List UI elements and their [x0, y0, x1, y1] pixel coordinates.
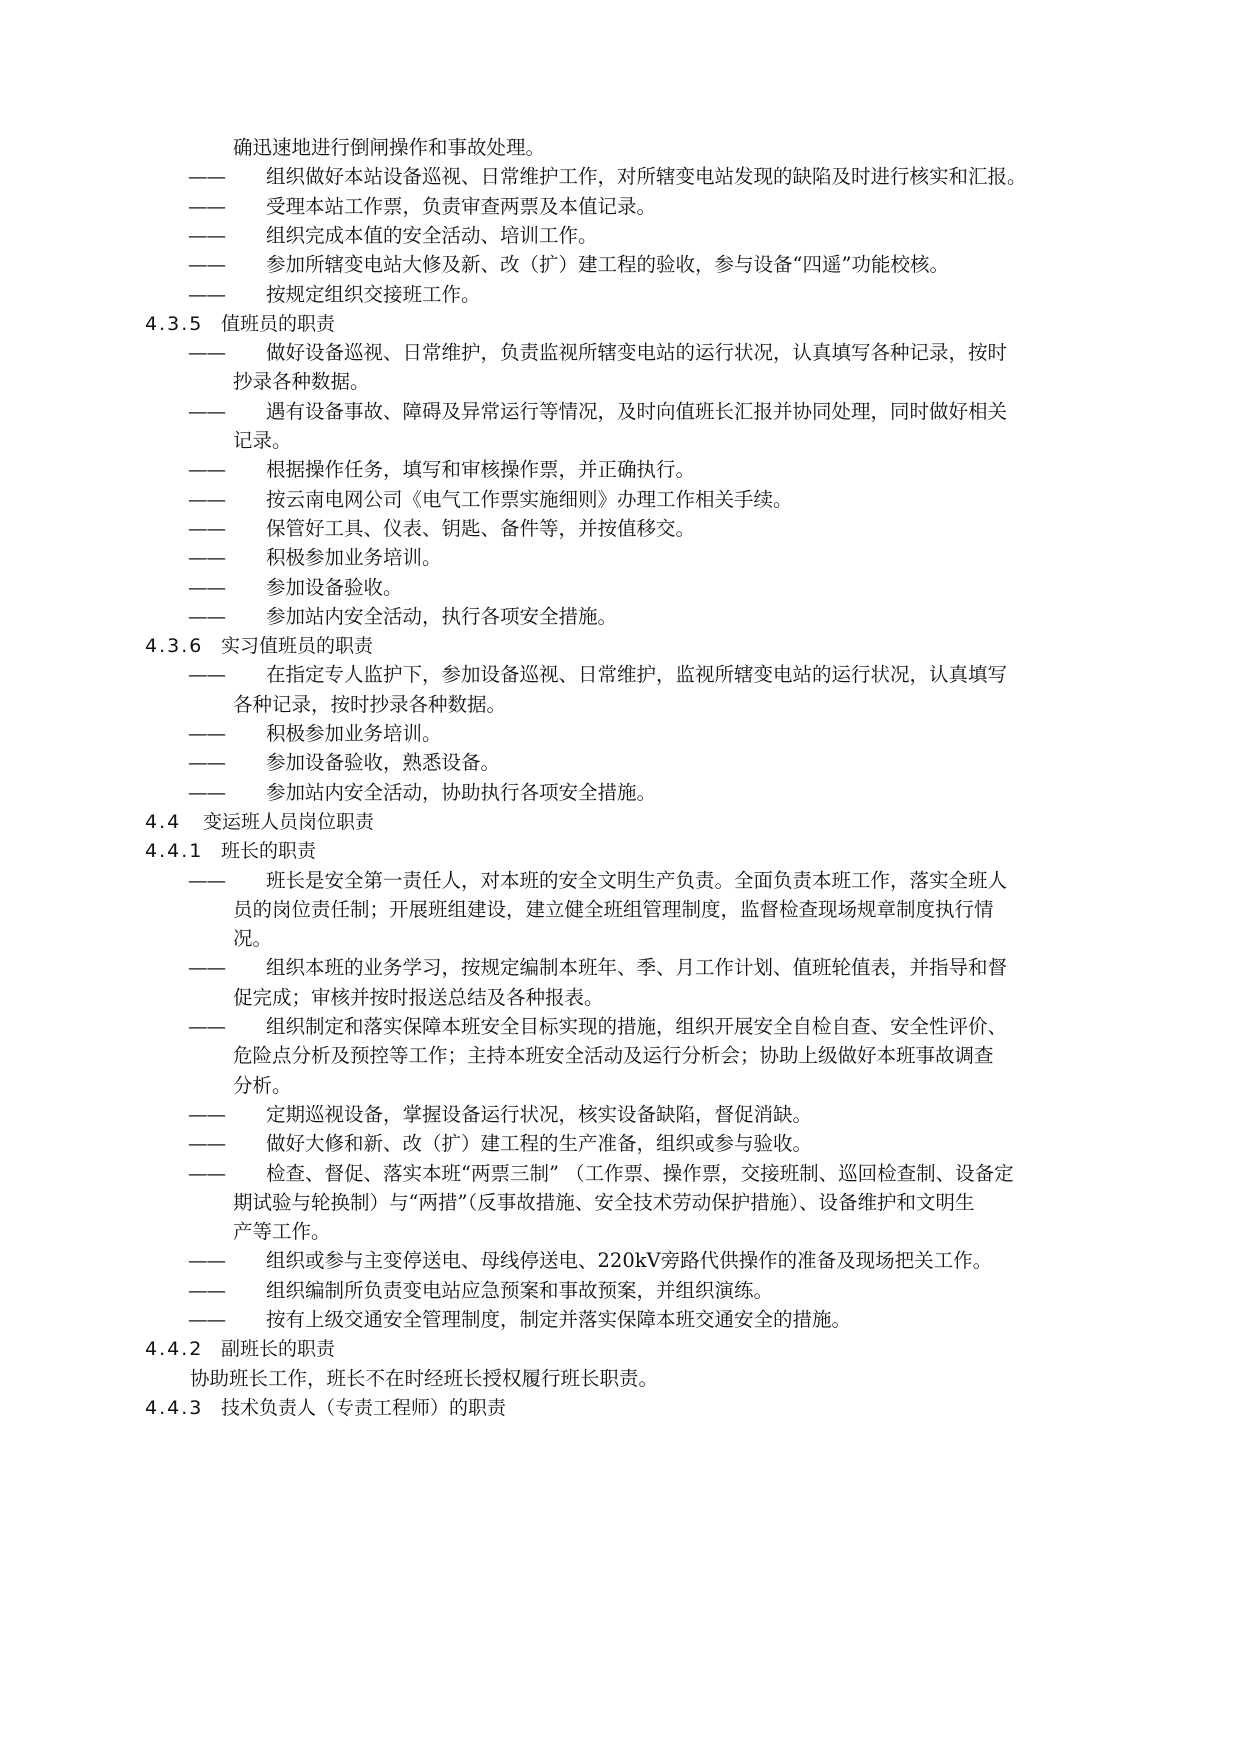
list-item-text: 参加站内安全活动，执行各项安全措施。: [266, 604, 618, 628]
list-dash: ——: [188, 341, 225, 365]
list-item-text: 在指定专人监护下，参加设备巡视、日常维护，监视所辖变电站的运行状况，认真填写: [266, 663, 1008, 687]
list-item-continuation: 况。: [233, 927, 273, 951]
list-item-text: 检查、督促、落实本班“两票三制” （工作票、操作票，交接班制、巡回检查制、设备定: [266, 1161, 1014, 1185]
list-item-text: 积极参加业务培训。: [266, 546, 442, 570]
section-title: 技术负责人（专责工程师）的职责: [221, 1396, 507, 1419]
list-item-text: 定期巡视设备，掌握设备运行状况，核实设备缺陷，督促消缺。: [266, 1102, 813, 1126]
list-dash: ——: [188, 223, 225, 247]
paragraph-text: 协助班长工作，班长不在时经班长授权履行班长职责。: [190, 1366, 659, 1390]
list-item-continuation: 危险点分析及预控等工作；主持本班安全活动及运行分析会；协助上级做好本班事故调查: [233, 1044, 994, 1068]
list-item-text: 受理本站工作票，负责审查两票及本值记录。: [266, 194, 657, 218]
list-dash: ——: [188, 165, 225, 189]
list-item-continuation: 记录。: [233, 429, 292, 452]
section-number: 4.4.3: [145, 1396, 204, 1419]
section-heading: [145, 1396, 506, 1420]
section-title: 班长的职责: [221, 840, 317, 863]
list-dash: ——: [188, 1102, 225, 1126]
list-item-text: 班长是安全第一责任人，对本班的安全文明生产负责。全面负责本班工作，落实全班人: [266, 868, 1008, 892]
list-dash: ——: [188, 516, 225, 540]
list-dash: ——: [188, 546, 225, 570]
list-item-text: 按有上级交通安全管理制度，制定并落实保障本班交通安全的措施。: [266, 1308, 852, 1331]
list-item-text: 保管好工具、仪表、钥匙、备件等，并按值移交。: [266, 516, 696, 540]
list-item-text: 根据操作任务，填写和审核操作票，并正确执行。: [266, 458, 696, 482]
list-item-text: 组织编制所负责变电站应急预案和事故预案，并组织演练。: [266, 1278, 774, 1302]
section-heading: [145, 839, 316, 863]
list-item-continuation: 产等工作。: [233, 1220, 331, 1244]
list-dash: ——: [188, 1015, 225, 1038]
section-number: 4.4.1: [145, 840, 204, 863]
list-dash: ——: [188, 282, 225, 306]
list-dash: ——: [188, 780, 225, 804]
list-item-continuation: 分析。: [233, 1073, 292, 1097]
section-heading: [145, 312, 335, 336]
list-dash: ——: [188, 399, 225, 423]
list-item-text: 积极参加业务培训。: [266, 722, 442, 745]
list-item-text: 组织制定和落实保障本班安全目标实现的措施，组织开展安全自检自查、安全性评价、: [266, 1015, 1008, 1038]
list-item-text: 参加设备验收，熟悉设备。: [266, 751, 501, 775]
list-item-text: 组织本班的业务学习，按规定编制本班年、季、月工作计划、值班轮值表，并指导和督: [266, 956, 1008, 980]
list-item-text: 做好大修和新、改（扩）建工程的生产准备，组织或参与验收。: [266, 1132, 813, 1156]
list-item-continuation: 各种记录，按时抄录各种数据。: [233, 692, 507, 716]
list-dash: ——: [188, 1249, 225, 1273]
list-dash: ——: [188, 956, 225, 980]
section-number: 4.4: [145, 810, 182, 833]
section-heading: [145, 1337, 335, 1361]
section-number: 4.4.2: [145, 1338, 204, 1361]
list-dash: ——: [188, 751, 225, 775]
list-dash: ——: [188, 458, 225, 482]
list-item-text: 做好设备巡视、日常维护，负责监视所辖变电站的运行状况，认真填写各种记录，按时: [266, 341, 1008, 365]
list-item-text: 参加所辖变电站大修及新、改（扩）建工程的验收，参与设备“四遥”功能校核。: [266, 253, 949, 277]
section-title: 值班员的职责: [221, 312, 336, 335]
list-dash: ——: [188, 253, 225, 277]
list-item-text: 组织完成本值的安全活动、培训工作。: [266, 223, 598, 247]
list-item-text: 组织或参与主变停送电、母线停送电、220kV旁路代供操作的准备及现场把关工作。: [266, 1249, 993, 1273]
list-item-continuation: 期试验与轮换制）与“两措”（反事故措施、安全技术劳动保护措施）、设备维护和文明生: [233, 1190, 975, 1214]
list-item-continuation: 员的岗位责任制；开展班组建设，建立健全班组管理制度，监督检查现场规章制度执行情: [233, 897, 994, 921]
list-item-text: 遇有设备事故、障碍及异常运行等情况，及时向值班长汇报并协同处理，同时做好相关: [266, 399, 1008, 423]
list-item-text: 组织做好本站设备巡视、日常维护工作，对所辖变电站发现的缺陷及时进行核实和汇报。: [266, 165, 1027, 189]
section-number: 4.3.6: [145, 635, 204, 658]
list-item-text: 参加站内安全活动，协助执行各项安全措施。: [266, 780, 657, 804]
list-item-continuation: 促完成；审核并按时报送总结及各种报表。: [233, 985, 604, 1009]
section-number: 4.3.5: [145, 312, 204, 335]
list-dash: ——: [188, 1278, 225, 1302]
list-dash: ——: [188, 663, 225, 687]
section-heading: [145, 810, 374, 834]
list-item-text: 参加设备验收。: [266, 575, 403, 599]
section-title: 实习值班员的职责: [221, 635, 374, 658]
section-title: 副班长的职责: [221, 1338, 336, 1361]
list-dash: ——: [188, 1308, 225, 1331]
list-dash: ——: [188, 722, 225, 745]
list-dash: ——: [188, 1161, 225, 1185]
list-dash: ——: [188, 604, 225, 628]
list-item-text: 按规定组织交接班工作。: [266, 282, 481, 306]
list-dash: ——: [188, 868, 225, 892]
list-item-continuation: 抄录各种数据。: [233, 370, 370, 394]
list-item-text: 按云南电网公司《电气工作票实施细则》办理工作相关手续。: [266, 487, 793, 511]
section-heading: [145, 634, 373, 658]
list-dash: ——: [188, 575, 225, 599]
list-dash: ——: [188, 487, 225, 511]
section-title: 变运班人员岗位职责: [203, 810, 375, 833]
continuation-text: 确迅速地进行倒闸操作和事故处理。: [233, 136, 546, 159]
list-dash: ——: [188, 1132, 225, 1156]
list-dash: ——: [188, 194, 225, 218]
